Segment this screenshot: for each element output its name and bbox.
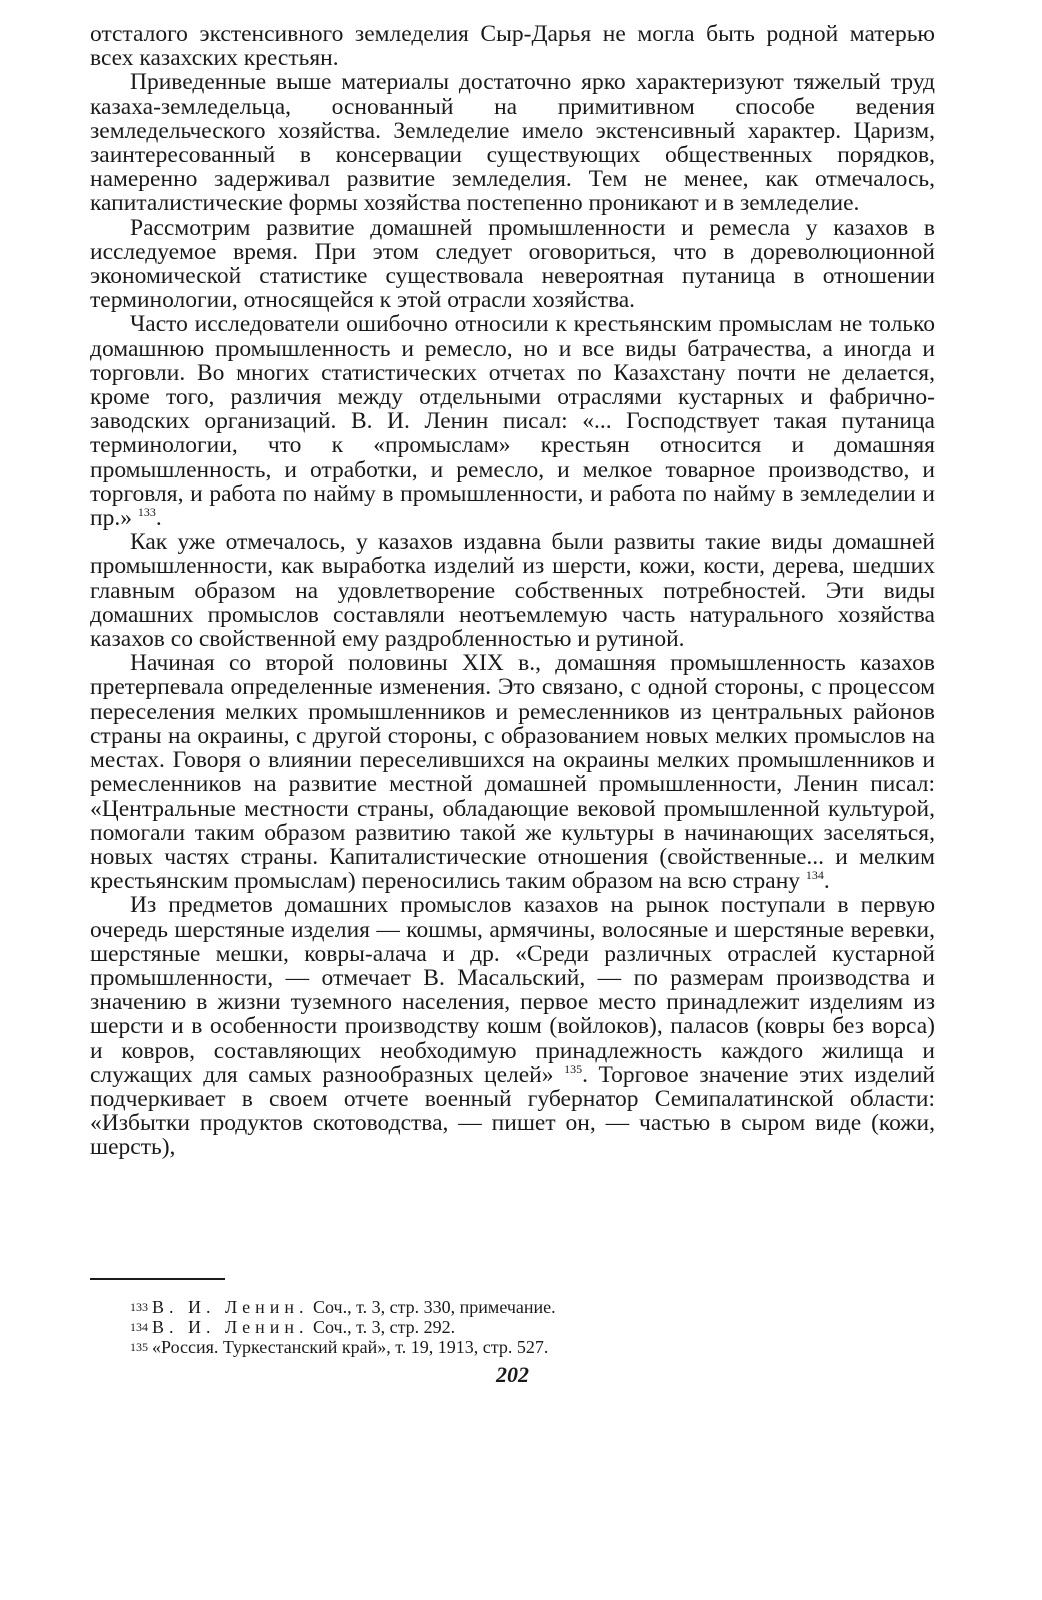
footnote-text: «Россия. Туркестанский край», т. 19, 1913, стр. 527. [152, 1337, 549, 1357]
footnote-ref: 133 [137, 505, 156, 520]
paragraph [90, 893, 935, 1159]
footnote-author: В. И. Ленин. [152, 1297, 309, 1317]
paragraph: Рассмотрим развитие домашней промышленности и ремесла у казахов в исследуемое время. При этом следует оговориться, что в дореволюционной экономической статистике существовала невероятная путаница в отношении терминологии, относящейся к этой отрасли хозяйства. [90, 214, 935, 314]
page-number: 202 [496, 1362, 529, 1387]
paragraph-text: Часто исследователи ошибочно относили к крестьянским промыслам не только домашнюю промышленность и ремесло, но и все виды батрачества, а иногда и торговли. Во многих статистических отчетах по Казахстану почти не делается, кроме того, различия между отдельными отраслями кустарных и фабрично-заводских организаций. В. И. Ленин писал: «... Господствует такая путаница терминологии, что к «промыслам» крестьян относится и домашняя промышленность, и отработки, и ремесло, и мелкое товарное производство, и торговля, и работа по найму в промышленности, и работа по найму в земледелии и пр.» [90, 311, 935, 532]
footnote-text: Соч., т. 3, стр. 330, примечание. [308, 1297, 556, 1317]
paragraph: Приведенные выше материалы достаточно ярко характеризуют тяжелый труд казаха-земледельца, основанный на примитивном способе ведения земледельческого хозяйства. Земледелие имело экстенсивный характер. Царизм, заинтересованный в консервации существующих общественных порядков, намеренно задерживал развитие земледелия. Тем не менее, как отмечалось, капиталистические формы хозяйства постепенно проникают и в земледелие. [90, 69, 935, 217]
footnote-text: Соч., т. 3, стр. 292. [308, 1317, 456, 1337]
paragraph-text-tail: . [155, 505, 162, 532]
paragraph-text: Начиная со второй половины XIX в., домашняя промышленность казахов претерпевала определенные изменения. Это связано, с одной стороны, с процессом переселения мелких промышленников и ремесленников из центральных районов страны на окраины, с другой стороны, с образованием новых мелких промыслов на местах. Говоря о влиянии переселившихся на окраины мелких промышленников и ремесленников на развитие местной домашней промышленности, Ленин писал: «Центральные местности страны, обладающие вековой промышленной культурой, помогали таким образом развитию такой же культуры в начинающих заселяться, новых частях страны. Капиталистические отношения (свойственные... и мелким крестьянским промыслам) переносились таким образом на всю страну [90, 650, 935, 895]
footnote-number: 135 [130, 1340, 148, 1354]
paragraph-text: Из предметов домашних промыслов казахов на рынок поступали в первую очередь шерстяные изделия — кошмы, армячины, волосяные и шерстяные веревки, шерстяные мешки, ковры-алача и др. «Среди различных отраслей кустарной промышленности, — отмечает В. Масальский, — по размерам производства и значению в жизни туземного населения, первое место принадлежит изделиям из шерсти и в особенности производству кошм (войлоков), паласов (ковры без ворса) и ковров, составляющих необходимую принадлежность каждого жилища и служащих для самых разнообразных целей» [90, 892, 935, 1088]
paragraph: Как уже отмечалось, у казахов издавна были развиты такие виды домашней промышленности, как выработка изделий из шерсти, кожи, кости, дерева, шедших главным образом на удовлетворение собственных потребностей. Эти виды домашних промыслов составляли неотъемлемую часть натурального хозяйства казахов со свойственной ему раздробленностью и рутиной. [90, 529, 935, 653]
footnote-number: 133 [130, 1300, 148, 1314]
footnote [130, 1297, 935, 1317]
paragraph [90, 651, 935, 893]
paragraph: отсталого экстенсивного земледелия Сыр-Дарья не могла быть родной матерью всех казахских крестьян. [90, 21, 935, 72]
paragraph-text-tail: . [823, 868, 830, 895]
footnote-number: 134 [130, 1320, 148, 1334]
footnote-author: В. И. Ленин. [152, 1317, 309, 1337]
footnotes [130, 1297, 935, 1357]
main-text [90, 22, 935, 1160]
paragraph-text-tail: . Торговое значение этих изделий подчеркивает в своем отчете военный губернатор Семипалатинской области: «Избытки продуктов скотоводства, — пишет он, — частью в сыром виде (кожи, шерсть), [90, 1061, 936, 1161]
footnote [130, 1317, 935, 1337]
paragraph [90, 312, 935, 530]
footnote-ref: 134 [805, 868, 824, 883]
footnote [130, 1337, 935, 1357]
book-page [90, 21, 936, 1387]
footnote-divider [90, 1278, 225, 1280]
footnote-ref: 135 [564, 1061, 583, 1076]
